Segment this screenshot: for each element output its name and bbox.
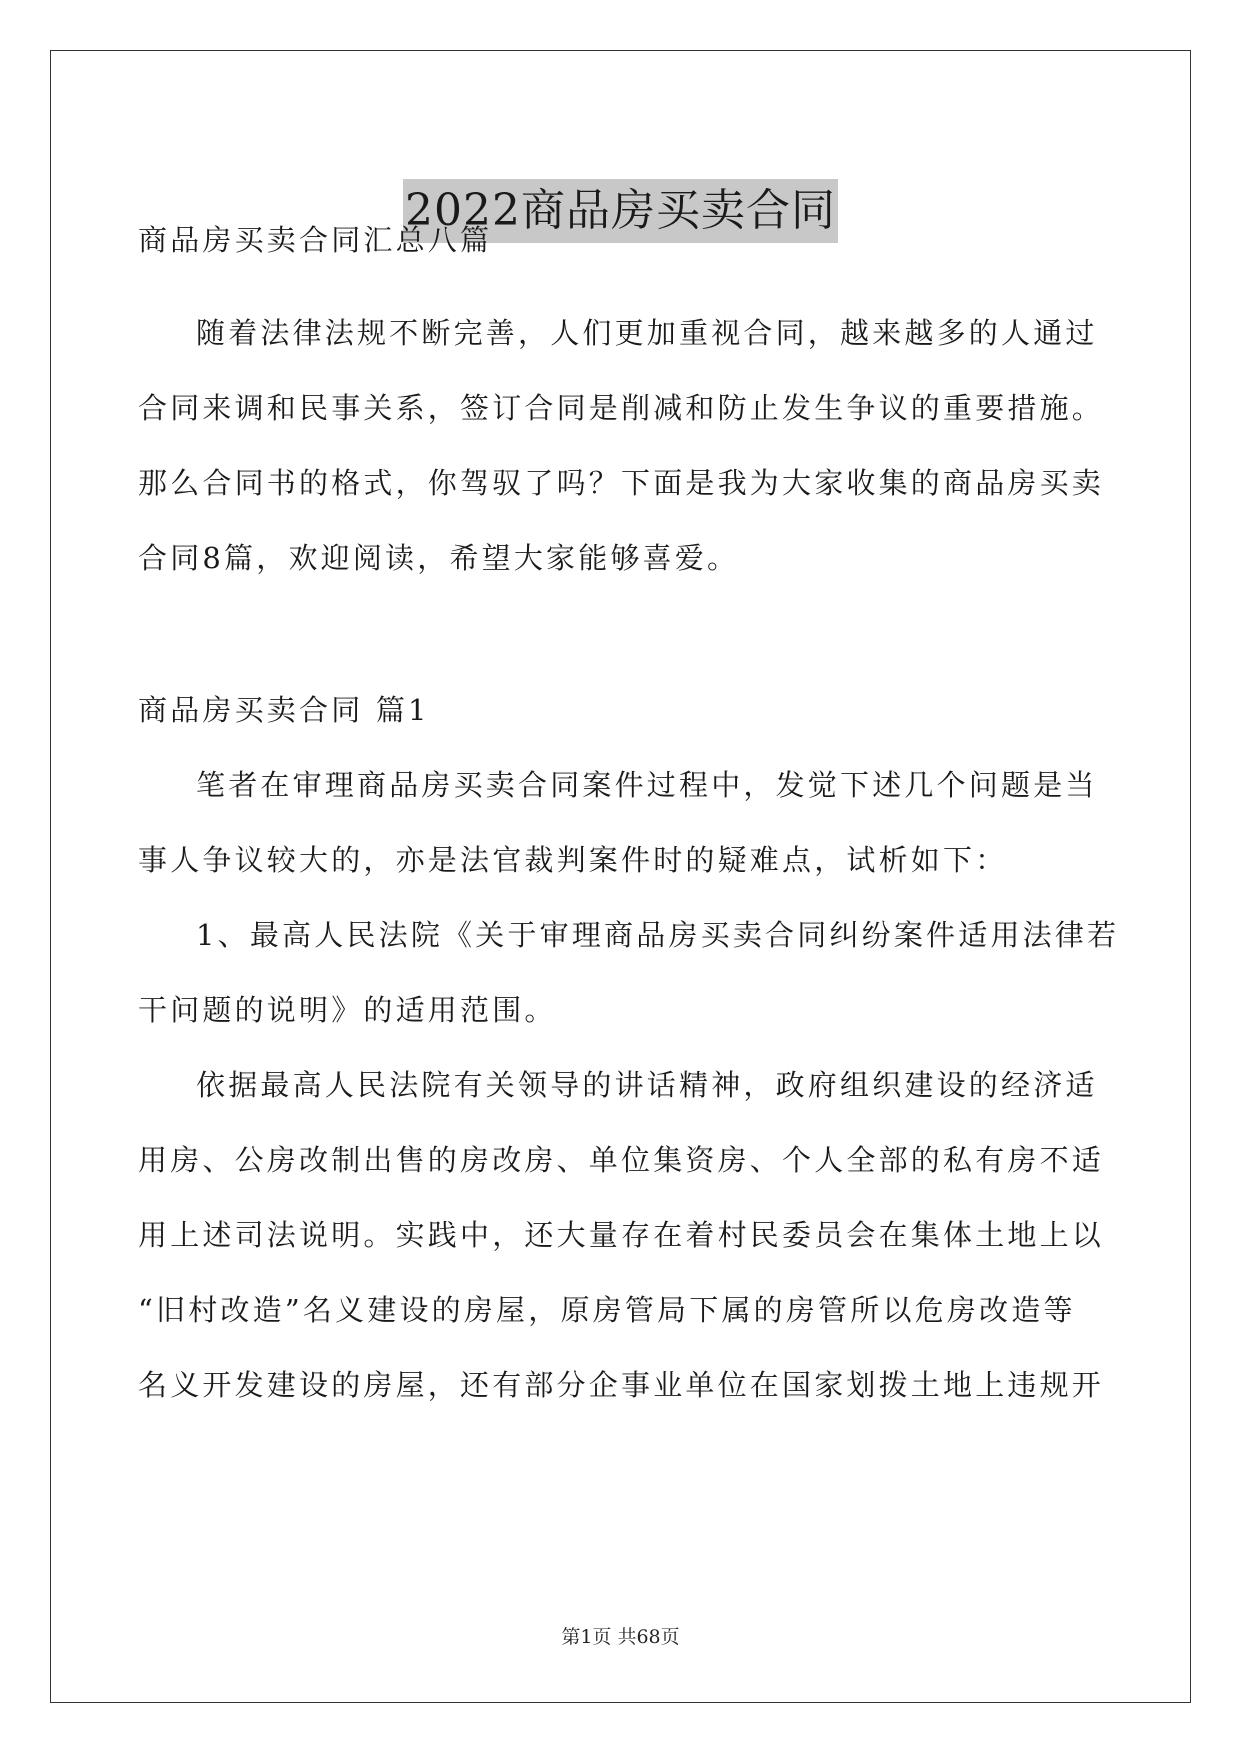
paragraph-line: 干问题的说明》的适用范围。 (138, 993, 557, 1027)
document-title: 2022商品房买卖合同 (403, 179, 838, 243)
paragraph-line: 1、最高人民法院《关于审理商品房买卖合同纠纷案件适用法律若 (196, 918, 1120, 952)
paragraph-line: 依据最高人民法院有关领导的讲话精神，政府组织建设的经济适 (196, 1068, 1098, 1102)
paragraph-line: 用房、公房改制出售的房改房、单位集资房、个人全部的私有房不适 (138, 1143, 1105, 1177)
paragraph-line: 笔者在审理商品房买卖合同案件过程中，发觉下述几个问题是当 (196, 768, 1098, 802)
paragraph-line: 用上述司法说明。实践中，还大量存在着村民委员会在集体土地上以 (138, 1218, 1105, 1252)
paragraph-line: 合同8篇，欢迎阅读，希望大家能够喜爱。 (138, 541, 740, 575)
paragraph-line: “旧村改造”名义建设的房屋，原房管局下属的房管所以危房改造等 (138, 1293, 1076, 1327)
paragraph-line: 随着法律法规不断完善，人们更加重视合同，越来越多的人通过 (196, 316, 1098, 350)
paragraph-line: 事人争议较大的，亦是法官裁判案件时的疑难点，试析如下： (138, 843, 1008, 877)
subtitle: 商品房买卖合同汇总八篇 (138, 223, 493, 257)
paragraph-line: 那么合同书的格式，你驾驭了吗？下面是我为大家收集的商品房买卖 (138, 466, 1105, 500)
paragraph-line: 名义开发建设的房屋，还有部分企事业单位在国家划拨土地上违规开 (138, 1368, 1105, 1402)
paragraph-line: 合同来调和民事关系，签订合同是削减和防止发生争议的重要措施。 (138, 391, 1105, 425)
section-heading: 商品房买卖合同 篇1 (138, 693, 430, 727)
page-footer: 第1页 共68页 (561, 1626, 680, 1648)
